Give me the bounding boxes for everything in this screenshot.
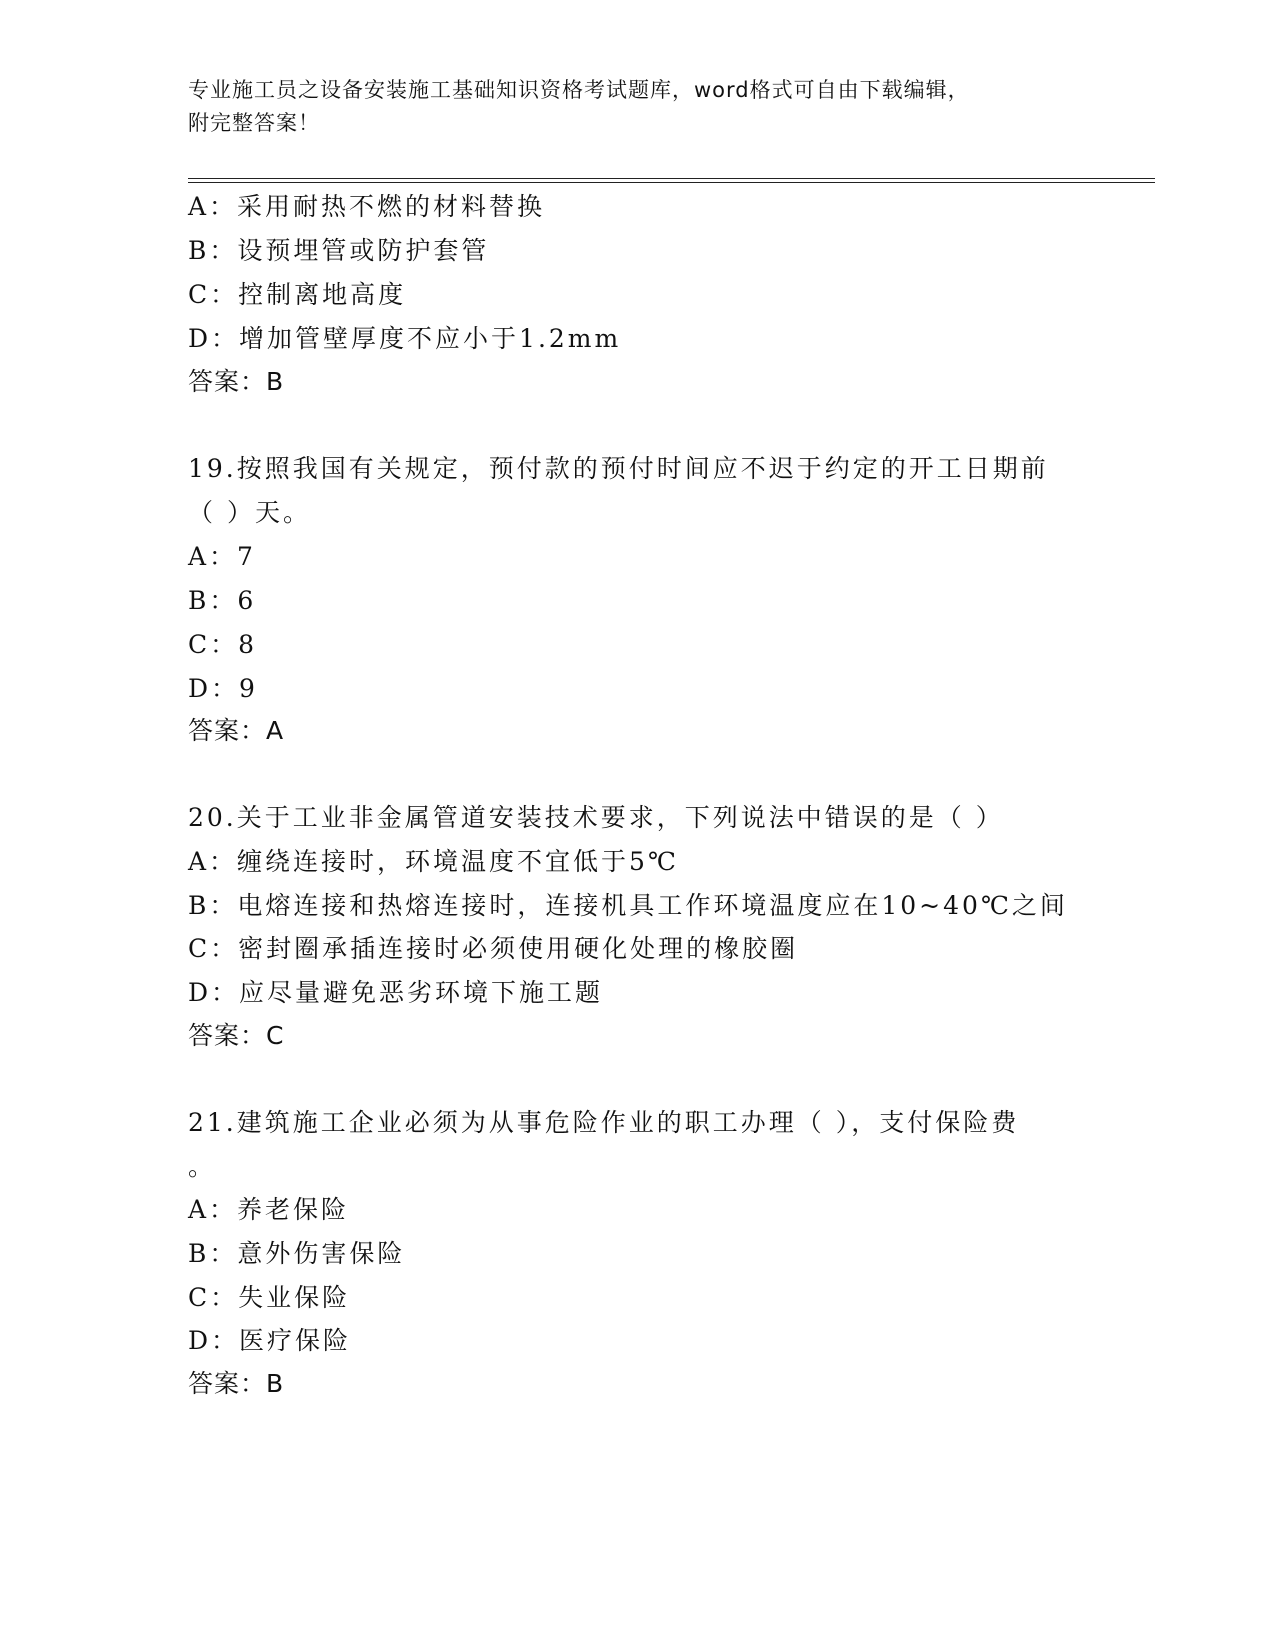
q20-answer: 答案：C bbox=[188, 1021, 285, 1050]
q18-option-c: C：控制离地高度 bbox=[188, 280, 407, 309]
q19-stem-line-2: （ ）天。 bbox=[188, 498, 311, 527]
q21-option-d: D：医疗保险 bbox=[188, 1326, 352, 1355]
document-header bbox=[188, 74, 1088, 140]
q21-option-a: A：养老保险 bbox=[188, 1195, 350, 1224]
q21-option-c: C：失业保险 bbox=[188, 1283, 351, 1312]
q18-option-b: B：设预埋管或防护套管 bbox=[188, 236, 490, 265]
q19-option-b: B：6 bbox=[188, 586, 257, 615]
q20-option-b: B：电熔连接和热熔连接时，连接机具工作环境温度应在10~40℃之间 bbox=[188, 891, 1068, 920]
header-divider-top bbox=[188, 178, 1155, 179]
q20-option-c: C：密封圈承插连接时必须使用硬化处理的橡胶圈 bbox=[188, 934, 799, 963]
q19-option-a: A：7 bbox=[188, 542, 256, 571]
q19-option-c: C：8 bbox=[188, 630, 258, 659]
q21-stem-line-1: 21.建筑施工企业必须为从事危险作业的职工办理（ ），支付保险费 bbox=[188, 1108, 1020, 1137]
q21-answer: 答案：B bbox=[188, 1369, 285, 1398]
q19-answer: 答案：A bbox=[188, 716, 285, 745]
q20-option-d: D：应尽量避免恶劣环境下施工题 bbox=[188, 978, 604, 1007]
q20-stem-line-1: 20.关于工业非金属管道安装技术要求，下列说法中错误的是（ ） bbox=[188, 803, 1004, 832]
q18-option-a: A：采用耐热不燃的材料替换 bbox=[188, 192, 546, 221]
header-line-2: 附完整答案！ bbox=[188, 111, 320, 135]
q20-option-a: A：缠绕连接时，环境温度不宜低于5℃ bbox=[188, 847, 679, 876]
header-divider-bottom bbox=[188, 182, 1155, 183]
header-line-1: 专业施工员之设备安装施工基础知识资格考试题库，word格式可自由下载编辑， bbox=[188, 78, 970, 102]
q21-option-b: B：意外伤害保险 bbox=[188, 1239, 406, 1268]
q19-option-d: D：9 bbox=[188, 674, 258, 703]
q18-option-d: D：增加管壁厚度不应小于1.2mm bbox=[188, 324, 622, 353]
q18-answer: 答案：B bbox=[188, 367, 285, 396]
q19-stem-line-1: 19.按照我国有关规定，预付款的预付时间应不迟于约定的开工日期前 bbox=[188, 454, 1049, 483]
q21-stem-line-2: 。 bbox=[188, 1152, 217, 1181]
